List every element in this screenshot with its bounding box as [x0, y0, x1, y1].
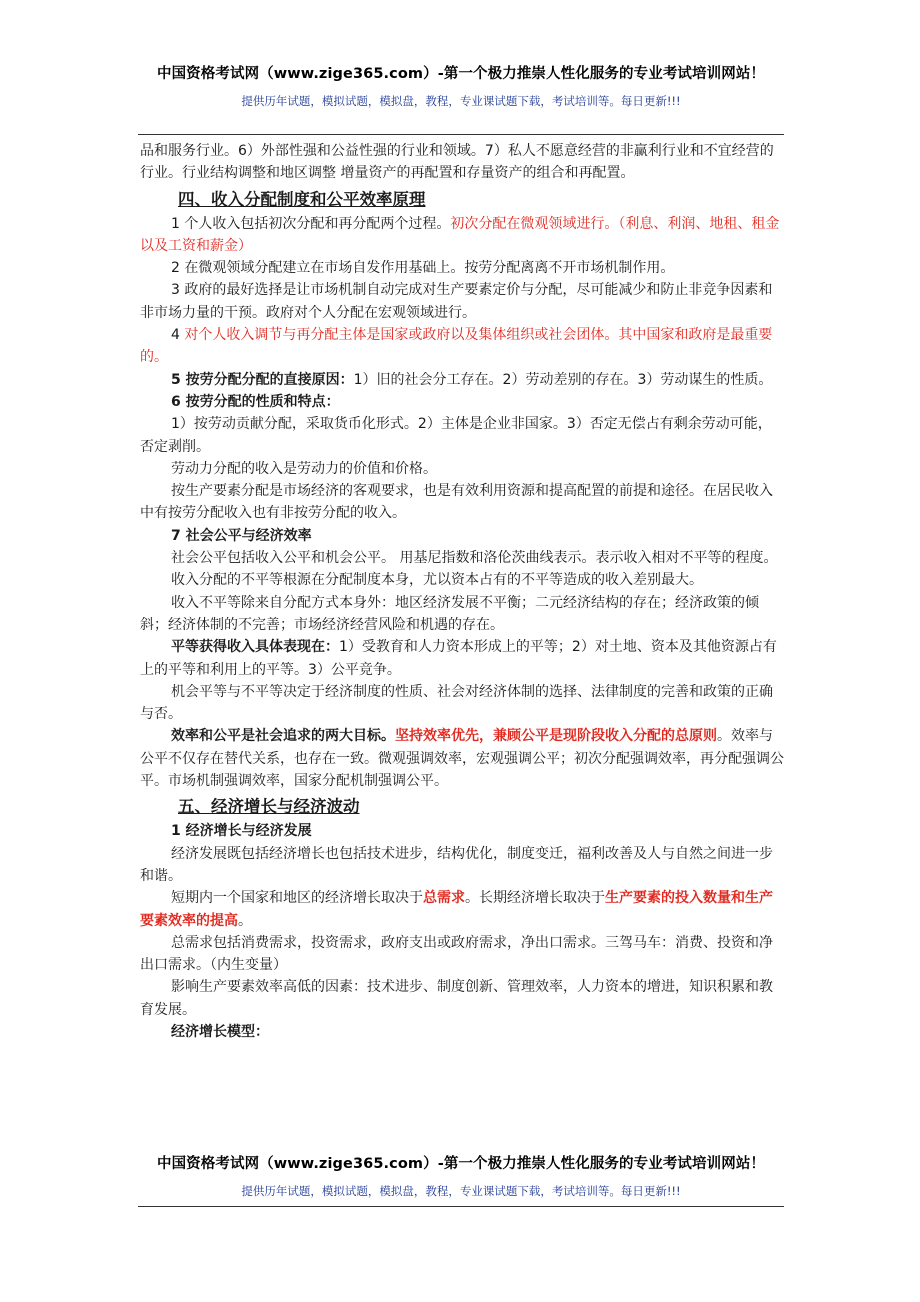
section-5-c: 总需求包括消费需求，投资需求，政府支出或政府需求，净出口需求。三驾马车：消费、投资和净出口需求。（内生变量）	[140, 934, 773, 974]
intro-paragraph: 品和服务行业。6）外部性强和公益性强的行业和领域。7）私人不愿意经营的非赢利行业和不宜经营的行业。行业结构调整和地区调整 增量资产的再配置和存量资产的组合和再配置。	[140, 143, 774, 182]
section-5-d: 影响生产要素效率高低的因素：技术进步、制度创新、管理效率，人力资本的增进，知识积累和教育发展。	[140, 979, 773, 1018]
header-divider	[138, 134, 784, 135]
paragraph-7f	[140, 725, 785, 792]
p1-text: 1 个人收入包括初次分配和再分配两个过程。	[171, 215, 451, 232]
s5b-text-2: 。长期经济增长取决于	[465, 890, 605, 907]
p7f-highlight: 坚持效率优先，兼顾公平是现阶段收入分配的总原则	[395, 728, 717, 745]
p7f-lead: 效率和公平是社会追求的两大目标。	[171, 728, 395, 745]
section-5-b	[140, 887, 785, 932]
paragraph-6-labor: 劳动力分配的收入是劳动力的价值和价格。	[171, 460, 437, 477]
paragraph-7a: 社会公平包括收入公平和机会公平。 用基尼指数和洛伦茨曲线表示。表示收入相对不平等的程度。	[171, 550, 778, 567]
paragraph-3: 3 政府的最好选择是让市场机制自动完成对生产要素定价与分配，尽可能减少和防止非竞争因素和非市场力量的干预。政府对个人分配在宏观领域进行。	[140, 282, 773, 321]
paragraph-1	[140, 213, 785, 258]
p4-highlight: 对个人收入调节与再分配主体是国家或政府以及集体组织或社会团体。其中国家和政府是最重要的。	[140, 327, 773, 366]
paragraph-7b: 收入分配的不平等根源在分配制度本身，尤以资本占有的不平等造成的收入差别最大。	[171, 572, 703, 589]
section-5-heading: 五、经济增长与经济波动	[178, 797, 360, 817]
section-5-e: 经济增长模型：	[171, 1023, 269, 1040]
page-footer	[138, 1152, 784, 1199]
p7d-lead: 平等获得收入具体表现在：	[171, 639, 339, 656]
paragraph-6-detail: 1）按劳动贡献分配，采取货币化形式。2）主体是企业非国家。3）否定无偿占有剩余劳动可能，否定剥削。	[140, 416, 772, 455]
header-title: 中国资格考试网（www.zige365.com）-第一个极力推崇人性化服务的专业考试培训网站！	[156, 66, 766, 82]
footer-subtitle: 提供历年试题，模拟试题，模拟盘，教程，专业课试题下载，考试培训等。每日更新!!!	[241, 1184, 681, 1198]
section-4-heading: 四、收入分配制度和公平效率原理	[178, 189, 426, 209]
p7d-text: 1）受教育和人力资本形成上的平等；2）对土地、资本及其他资源占有上的平等和利用上的平等。3）公平竞争。	[140, 639, 777, 678]
paragraph-6-factor: 按生产要素分配是市场经济的客观要求，也是有效利用资源和提高配置的前提和途径。在居民收入中有按劳分配收入也有非按劳分配的收入。	[140, 483, 773, 522]
section-5-a: 经济发展既包括经济增长也包括技术进步，结构优化，制度变迁，福利改善及人与自然之间进一步和谐。	[140, 845, 773, 884]
paragraph-4	[140, 324, 785, 369]
s5b-text-1: 短期内一个国家和地区的经济增长取决于	[171, 890, 423, 907]
paragraph-6-heading: 6 按劳分配的性质和特点：	[171, 393, 340, 410]
paragraph-2: 2 在微观领域分配建立在市场自发作用基础上。按劳分配离离不开市场机制作用。	[171, 260, 675, 277]
p5-lead: 5 按劳分配分配的直接原因：	[171, 371, 354, 388]
section-5-1-heading: 1 经济增长与经济发展	[171, 823, 312, 840]
paragraph-5	[140, 369, 785, 391]
s5b-highlight-2: 生产要素的投入数量和生产要素效率的提高	[140, 890, 773, 929]
s5b-text-3: 。	[238, 912, 252, 929]
p5-text: 1）旧的社会分工存在。2）劳动差别的存在。3）劳动谋生的性质。	[353, 371, 773, 388]
footer-title: 中国资格考试网（www.zige365.com）-第一个极力推崇人性化服务的专业考试培训网站！	[156, 1156, 766, 1172]
paragraph-7e: 机会平等与不平等决定于经济制度的性质、社会对经济体制的选择、法律制度的完善和政策的正确与否。	[140, 683, 773, 723]
header-subtitle: 提供历年试题，模拟试题，模拟盘，教程，专业课试题下载，考试培训等。每日更新!!!	[241, 94, 681, 108]
paragraph-7c: 收入不平等除来自分配方式本身外：地区经济发展不平衡；二元经济结构的存在；经济政策的倾斜；经济体制的不完善；市场经济经营风险和机遇的存在。	[140, 594, 759, 633]
footer-divider	[138, 1206, 784, 1207]
paragraph-7d	[140, 636, 785, 681]
s5b-highlight-1: 总需求	[423, 890, 465, 907]
p1-highlight: 初次分配在微观领域进行。（利息、利润、地租、租金以及工资和薪金）	[140, 215, 780, 254]
document-body	[140, 140, 785, 1043]
p7f-text: 。效率与公平不仅存在替代关系，也存在一致。微观强调效率，宏观强调公平；初次分配强调效率，再分配强调公平。市场机制强调效率，国家分配机制强调公平。	[140, 728, 784, 790]
p4-number: 4	[171, 327, 185, 344]
paragraph-7-heading: 7 社会公平与经济效率	[171, 527, 312, 544]
page-header	[138, 62, 784, 109]
